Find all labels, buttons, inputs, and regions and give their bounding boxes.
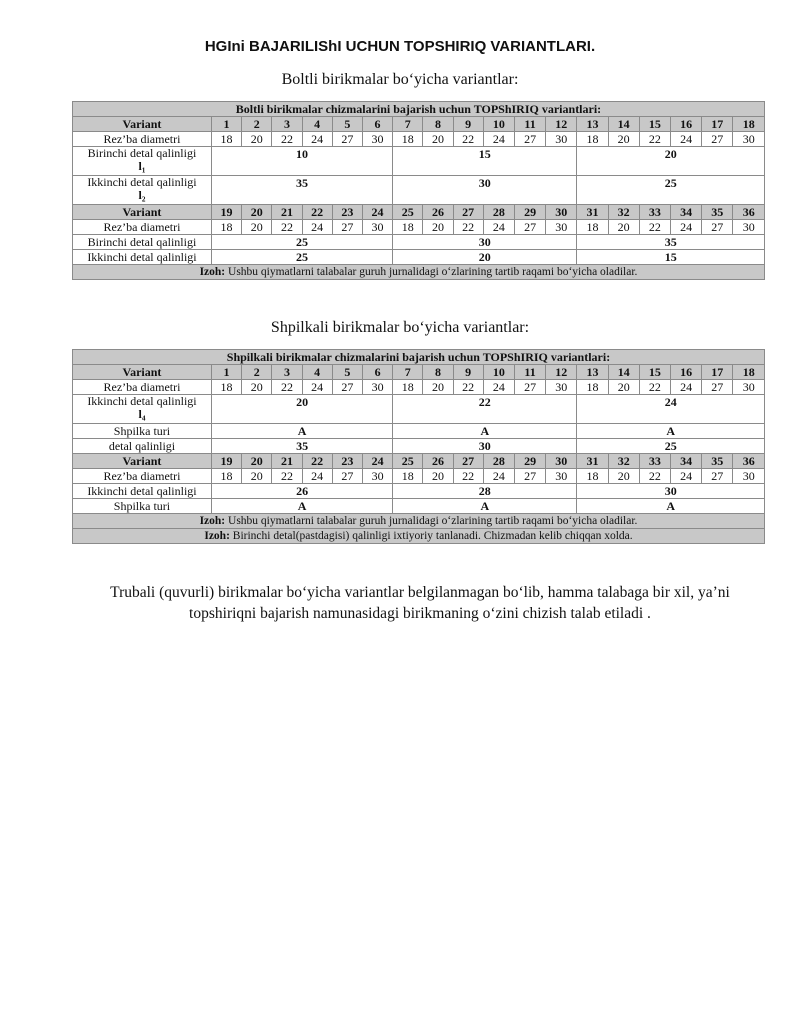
diameter-value: 20 — [608, 469, 639, 484]
group-value: 30 — [577, 484, 765, 499]
page-title: HGIni BAJARILIShI UCHUN TOPSHIRIQ VARIANTLARI. — [204, 38, 596, 55]
table-row — [73, 265, 765, 280]
group-value: A — [211, 499, 392, 514]
diameter-value: 22 — [272, 469, 302, 484]
variant-number: 13 — [577, 117, 608, 132]
diameter-value: 18 — [211, 469, 241, 484]
variant-number: 13 — [577, 365, 608, 380]
diameter-value: 30 — [546, 220, 577, 235]
diameter-value: 18 — [577, 469, 608, 484]
group-value: 25 — [577, 439, 765, 454]
variant-number: 4 — [302, 365, 332, 380]
group-value: 30 — [393, 235, 577, 250]
diameter-value: 30 — [362, 469, 392, 484]
diameter-value: 20 — [242, 220, 272, 235]
variant-number: 21 — [272, 454, 302, 469]
variant-number: 17 — [702, 117, 733, 132]
table-row — [73, 514, 765, 529]
diameter-value: 22 — [453, 220, 483, 235]
note-prefix: Izoh: — [199, 266, 226, 278]
variant-number: 29 — [514, 454, 545, 469]
diameter-value: 20 — [423, 380, 453, 395]
variant-number: 22 — [302, 205, 332, 220]
variant-number: 27 — [453, 205, 483, 220]
group-value: 25 — [211, 250, 392, 265]
diameter-value: 27 — [514, 380, 545, 395]
group-value: A — [393, 499, 577, 514]
variant-number: 24 — [362, 454, 392, 469]
row-label-text: Birinchi detal qalinligi — [87, 235, 197, 249]
variant-number: 1 — [211, 117, 241, 132]
variant-number: 36 — [733, 205, 765, 220]
group-value: 35 — [577, 235, 765, 250]
note-text: Ushbu qiymatlarni talabalar guruh jurnalidagi o‘zlarining tartib raqami bo‘yicha oladilar. — [225, 266, 638, 278]
diameter-value: 27 — [514, 220, 545, 235]
variant-number: 24 — [362, 205, 392, 220]
table-title: Boltli birikmalar chizmalarini bajarish uchun TOPShIRIQ variantlari: — [73, 102, 765, 117]
row-label-text: Ikkinchi detal qalinligi — [87, 484, 197, 498]
variant-number: 3 — [272, 365, 302, 380]
diameter-value: 22 — [639, 132, 670, 147]
group-value: 20 — [393, 250, 577, 265]
variant-number: 29 — [514, 205, 545, 220]
diameter-value: 18 — [393, 132, 423, 147]
diameter-value: 24 — [302, 380, 332, 395]
row-label — [73, 439, 212, 454]
thickness-symbol: l₂ — [138, 188, 146, 202]
table-row — [73, 395, 765, 424]
diameter-value: 30 — [733, 469, 765, 484]
variant-number: 12 — [546, 365, 577, 380]
group-value: 26 — [211, 484, 392, 499]
variant-number: 15 — [639, 117, 670, 132]
variant-number: 7 — [393, 117, 423, 132]
variant-number: 32 — [608, 205, 639, 220]
variant-number: 10 — [483, 117, 514, 132]
row-label-text: Ikkinchi detal qalinligi — [87, 394, 197, 408]
variant-number: 27 — [453, 454, 483, 469]
variant-number: 16 — [671, 365, 702, 380]
variant-number: 34 — [670, 205, 701, 220]
variant-number: 31 — [577, 454, 608, 469]
group-value: 20 — [577, 147, 765, 176]
variant-number: 23 — [332, 454, 362, 469]
diameter-value: 27 — [702, 469, 733, 484]
row-label-text: Birinchi detal qalinligi — [87, 146, 197, 160]
variant-number: 33 — [639, 205, 670, 220]
variant-number: 14 — [608, 117, 639, 132]
group-value: 22 — [393, 395, 577, 424]
group-value: A — [211, 424, 392, 439]
variant-number: 10 — [483, 365, 514, 380]
table-note — [73, 529, 765, 544]
row-label-text: Ikkinchi detal qalinligi — [87, 175, 197, 189]
diameter-value: 22 — [453, 469, 483, 484]
diameter-value: 27 — [514, 469, 545, 484]
diameter-value: 18 — [211, 380, 241, 395]
group-value: 24 — [577, 395, 765, 424]
diameter-value: 24 — [671, 380, 702, 395]
diameter-value: 27 — [702, 132, 733, 147]
diameter-value: 30 — [546, 380, 577, 395]
variant-number: 12 — [546, 117, 577, 132]
variant-number: 6 — [362, 117, 392, 132]
table-row — [73, 350, 765, 365]
variant-number: 19 — [211, 454, 241, 469]
stud-section-heading: Shpilkali birikmalar bo‘yicha variantlar: — [270, 319, 530, 336]
group-value: A — [577, 424, 765, 439]
diameter-value: 24 — [483, 132, 514, 147]
diameter-value: 24 — [670, 220, 701, 235]
variant-number: 16 — [670, 117, 701, 132]
variant-number: 19 — [211, 205, 241, 220]
note-prefix: Izoh: — [204, 530, 230, 542]
group-value: 35 — [211, 439, 392, 454]
table-note — [73, 514, 765, 529]
table-row — [73, 484, 765, 499]
diameter-value: 30 — [546, 469, 577, 484]
variant-number: 25 — [393, 454, 423, 469]
note-prefix: Izoh: — [199, 515, 226, 527]
row-label-text: detal qalinligi — [108, 439, 176, 453]
diameter-value: 30 — [733, 220, 765, 235]
variant-number: 28 — [483, 454, 514, 469]
diameter-value: 27 — [332, 220, 362, 235]
row-label — [73, 424, 212, 439]
diameter-value: 20 — [608, 380, 639, 395]
diameter-value: 24 — [302, 469, 332, 484]
variant-label: Variant — [73, 365, 212, 380]
diameter-value: 22 — [272, 380, 302, 395]
row-label — [73, 499, 212, 514]
variant-number: 5 — [332, 117, 362, 132]
table-row — [73, 469, 765, 484]
row-label: Rez’ba diametri — [73, 220, 212, 235]
diameter-value: 24 — [302, 132, 332, 147]
group-value: 15 — [577, 250, 765, 265]
diameter-value: 22 — [453, 380, 483, 395]
variant-number: 2 — [242, 365, 272, 380]
group-value: 10 — [211, 147, 392, 176]
group-value: 25 — [577, 176, 765, 205]
row-label — [73, 235, 212, 250]
group-value: A — [577, 499, 765, 514]
bolt-variants-table — [72, 101, 765, 280]
diameter-value: 20 — [608, 220, 639, 235]
variant-number: 11 — [514, 365, 545, 380]
table-row — [73, 147, 765, 176]
table-row — [73, 117, 765, 132]
diameter-value: 24 — [483, 380, 514, 395]
table-row — [73, 250, 765, 265]
variant-number: 3 — [272, 117, 302, 132]
variant-number: 25 — [393, 205, 423, 220]
variant-number: 7 — [393, 365, 423, 380]
variant-number: 22 — [302, 454, 332, 469]
variant-number: 8 — [423, 117, 453, 132]
variant-number: 5 — [332, 365, 362, 380]
variant-number: 23 — [332, 205, 362, 220]
bolt-section-heading: Boltli birikmalar bo‘yicha variantlar: — [281, 71, 519, 88]
diameter-value: 30 — [733, 380, 765, 395]
variant-label: Variant — [73, 205, 212, 220]
diameter-value: 20 — [242, 380, 272, 395]
note-text: Birinchi detal(pastdagisi) qalinligi ixtiyoriy tanlanadi. Chizmadan kelib chiqqan xolda. — [229, 530, 633, 542]
diameter-value: 20 — [242, 132, 272, 147]
row-label-text: Shpilka turi — [113, 499, 171, 513]
variant-number: 28 — [483, 205, 514, 220]
variant-number: 34 — [671, 454, 702, 469]
row-label — [73, 147, 212, 176]
diameter-value: 22 — [639, 380, 670, 395]
diameter-value: 18 — [393, 220, 423, 235]
variant-number: 30 — [546, 454, 577, 469]
variant-number: 15 — [639, 365, 670, 380]
group-value: 15 — [393, 147, 577, 176]
variant-number: 35 — [702, 205, 733, 220]
group-value: A — [393, 424, 577, 439]
group-value: 35 — [211, 176, 392, 205]
diameter-value: 24 — [671, 469, 702, 484]
table-row — [73, 220, 765, 235]
diameter-value: 24 — [670, 132, 701, 147]
table-row — [73, 424, 765, 439]
table-title: Shpilkali birikmalar chizmalarini bajarish uchun TOPShIRIQ variantlari: — [73, 350, 765, 365]
variant-label: Variant — [73, 454, 212, 469]
diameter-value: 30 — [362, 132, 392, 147]
variant-number: 6 — [362, 365, 392, 380]
variant-number: 8 — [423, 365, 453, 380]
diameter-value: 27 — [514, 132, 545, 147]
diameter-value: 30 — [362, 380, 392, 395]
diameter-value: 20 — [608, 132, 639, 147]
diameter-value: 22 — [639, 469, 670, 484]
variant-number: 26 — [423, 454, 453, 469]
table-row — [73, 439, 765, 454]
row-label: Rez’ba diametri — [73, 469, 212, 484]
variant-number: 20 — [242, 205, 272, 220]
diameter-value: 18 — [211, 132, 241, 147]
diameter-value: 22 — [453, 132, 483, 147]
group-value: 28 — [393, 484, 577, 499]
row-label — [73, 395, 212, 424]
thickness-symbol: l₄ — [138, 407, 146, 421]
variant-number: 33 — [639, 454, 670, 469]
variant-number: 21 — [272, 205, 302, 220]
diameter-value: 30 — [362, 220, 392, 235]
variant-number: 30 — [546, 205, 577, 220]
variant-number: 20 — [242, 454, 272, 469]
variant-number: 36 — [733, 454, 765, 469]
row-label — [73, 484, 212, 499]
group-value: 25 — [211, 235, 392, 250]
diameter-value: 27 — [332, 132, 362, 147]
diameter-value: 18 — [393, 469, 423, 484]
diameter-value: 18 — [577, 220, 608, 235]
variant-number: 4 — [302, 117, 332, 132]
diameter-value: 30 — [546, 132, 577, 147]
diameter-value: 27 — [332, 380, 362, 395]
row-label-text: Shpilka turi — [113, 424, 171, 438]
diameter-value: 18 — [393, 380, 423, 395]
variant-number: 26 — [423, 205, 453, 220]
diameter-value: 24 — [483, 220, 514, 235]
diameter-value: 18 — [577, 380, 608, 395]
note-text: Ushbu qiymatlarni talabalar guruh jurnalidagi o‘zlarining tartib raqami bo‘yicha oladilar. — [225, 515, 638, 527]
row-label — [73, 176, 212, 205]
variant-number: 35 — [702, 454, 733, 469]
diameter-value: 22 — [639, 220, 670, 235]
diameter-value: 22 — [272, 220, 302, 235]
diameter-value: 27 — [702, 380, 733, 395]
diameter-value: 18 — [577, 132, 608, 147]
diameter-value: 27 — [332, 469, 362, 484]
variant-number: 9 — [453, 365, 483, 380]
variant-number: 9 — [453, 117, 483, 132]
row-label: Rez’ba diametri — [73, 380, 212, 395]
row-label-text: Ikkinchi detal qalinligi — [87, 250, 197, 264]
diameter-value: 20 — [423, 132, 453, 147]
table-row — [73, 205, 765, 220]
variant-number: 18 — [733, 117, 765, 132]
group-value: 30 — [393, 439, 577, 454]
variant-number: 11 — [514, 117, 545, 132]
diameter-value: 30 — [733, 132, 765, 147]
variant-number: 14 — [608, 365, 639, 380]
table-row — [73, 499, 765, 514]
diameter-value: 20 — [423, 220, 453, 235]
diameter-value: 24 — [483, 469, 514, 484]
diameter-value: 18 — [211, 220, 241, 235]
diameter-value: 27 — [702, 220, 733, 235]
thickness-symbol: l₁ — [138, 159, 146, 173]
row-label: Rez’ba diametri — [73, 132, 212, 147]
variant-number: 31 — [577, 205, 608, 220]
footer-note: Trubali (quvurli) birikmalar bo‘yicha variantlar belgilanmagan bo‘lib, hamma talabaga bir xil, ya’ni topshiriqni bajarish namunasidagi birikmaning o‘zini chizish talab etiladi . — [110, 584, 730, 622]
table-row — [73, 102, 765, 117]
stud-variants-table — [72, 349, 765, 544]
diameter-value: 20 — [242, 469, 272, 484]
table-row — [73, 176, 765, 205]
variant-number: 1 — [211, 365, 241, 380]
table-row — [73, 365, 765, 380]
variant-number: 32 — [608, 454, 639, 469]
group-value: 20 — [211, 395, 392, 424]
diameter-value: 22 — [272, 132, 302, 147]
table-row — [73, 235, 765, 250]
diameter-value: 20 — [423, 469, 453, 484]
variant-label: Variant — [73, 117, 212, 132]
table-row — [73, 132, 765, 147]
group-value: 30 — [393, 176, 577, 205]
variant-number: 2 — [242, 117, 272, 132]
table-row — [73, 380, 765, 395]
row-label — [73, 250, 212, 265]
diameter-value: 24 — [302, 220, 332, 235]
variant-number: 17 — [702, 365, 733, 380]
table-note — [73, 265, 765, 280]
variant-number: 18 — [733, 365, 765, 380]
table-row — [73, 529, 765, 544]
table-row — [73, 454, 765, 469]
